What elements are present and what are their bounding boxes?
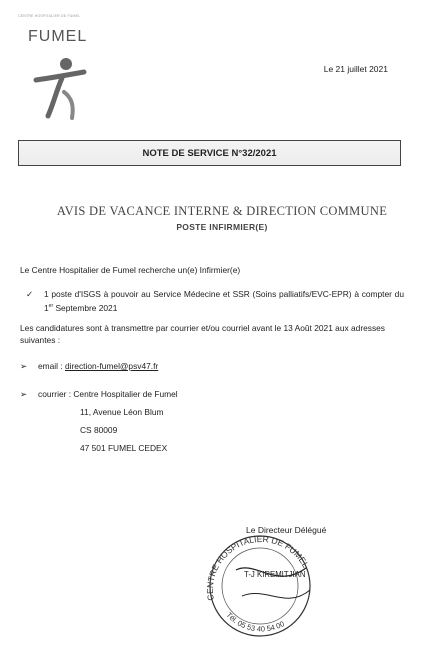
signer-name: T-J KIREMITJIAN [244,570,306,579]
arrow-icon: ➢ [20,361,28,371]
courrier-label: courrier : Centre Hospitalier de Fumel [38,389,178,399]
address-line-2: CS 80009 [80,425,118,435]
hospital-logo [14,14,110,124]
note-title: NOTE DE SERVICE N°32/2021 [142,148,277,159]
poste-title: POSTE INFIRMIER(E) [176,222,268,232]
intro-text: Le Centre Hospitalier de Fumel recherche un(e) Infirmier(e) [20,265,241,275]
position-text: 1 poste d'ISGS à pouvoir au Service Médecine et SSR (Soins palliatifs/EVC-EPR) à compter du 1er Septembre 2021 [44,289,404,313]
email-label: email : [38,361,65,371]
hospital-stamp [196,530,326,640]
director-title: Le Directeur Délégué [246,525,327,535]
svg-text:Tél. 05 53 40 54 00 [224,610,285,633]
stamp-phone: Tél. 05 53 40 54 00 [224,610,286,634]
avis-title: AVIS DE VACANCE INTERNE & DIRECTION COMMUNE [56,204,388,218]
candidatures-text: Les candidatures sont à transmettre par courrier et/ou courriel avant le 13 Août 2021 aux adresses suivantes : [20,323,385,345]
email-line [20,360,158,372]
courrier-line [20,388,178,400]
svg-text:CENTRE HOSPITALIER DE FUMEL [205,534,311,601]
figure-logo-icon [32,52,92,124]
logo-tagline: CENTRE HOSPITALIER DE FUMEL [18,14,81,18]
document-date: Le 21 juillet 2021 [323,64,388,74]
address-line-3: 47 501 FUMEL CEDEX [80,443,168,453]
logo-brand: FUMEL [28,28,88,45]
address-line-1: 11, Avenue Léon Blum [80,407,164,417]
arrow-icon: ➢ [20,389,28,399]
stamp-text-top: CENTRE HOSPITALIER DE FUMEL [204,533,311,602]
check-icon: ✓ [26,289,34,299]
note-header-box [18,140,401,166]
email-link[interactable]: direction-fumel@psv47.fr [65,361,159,371]
